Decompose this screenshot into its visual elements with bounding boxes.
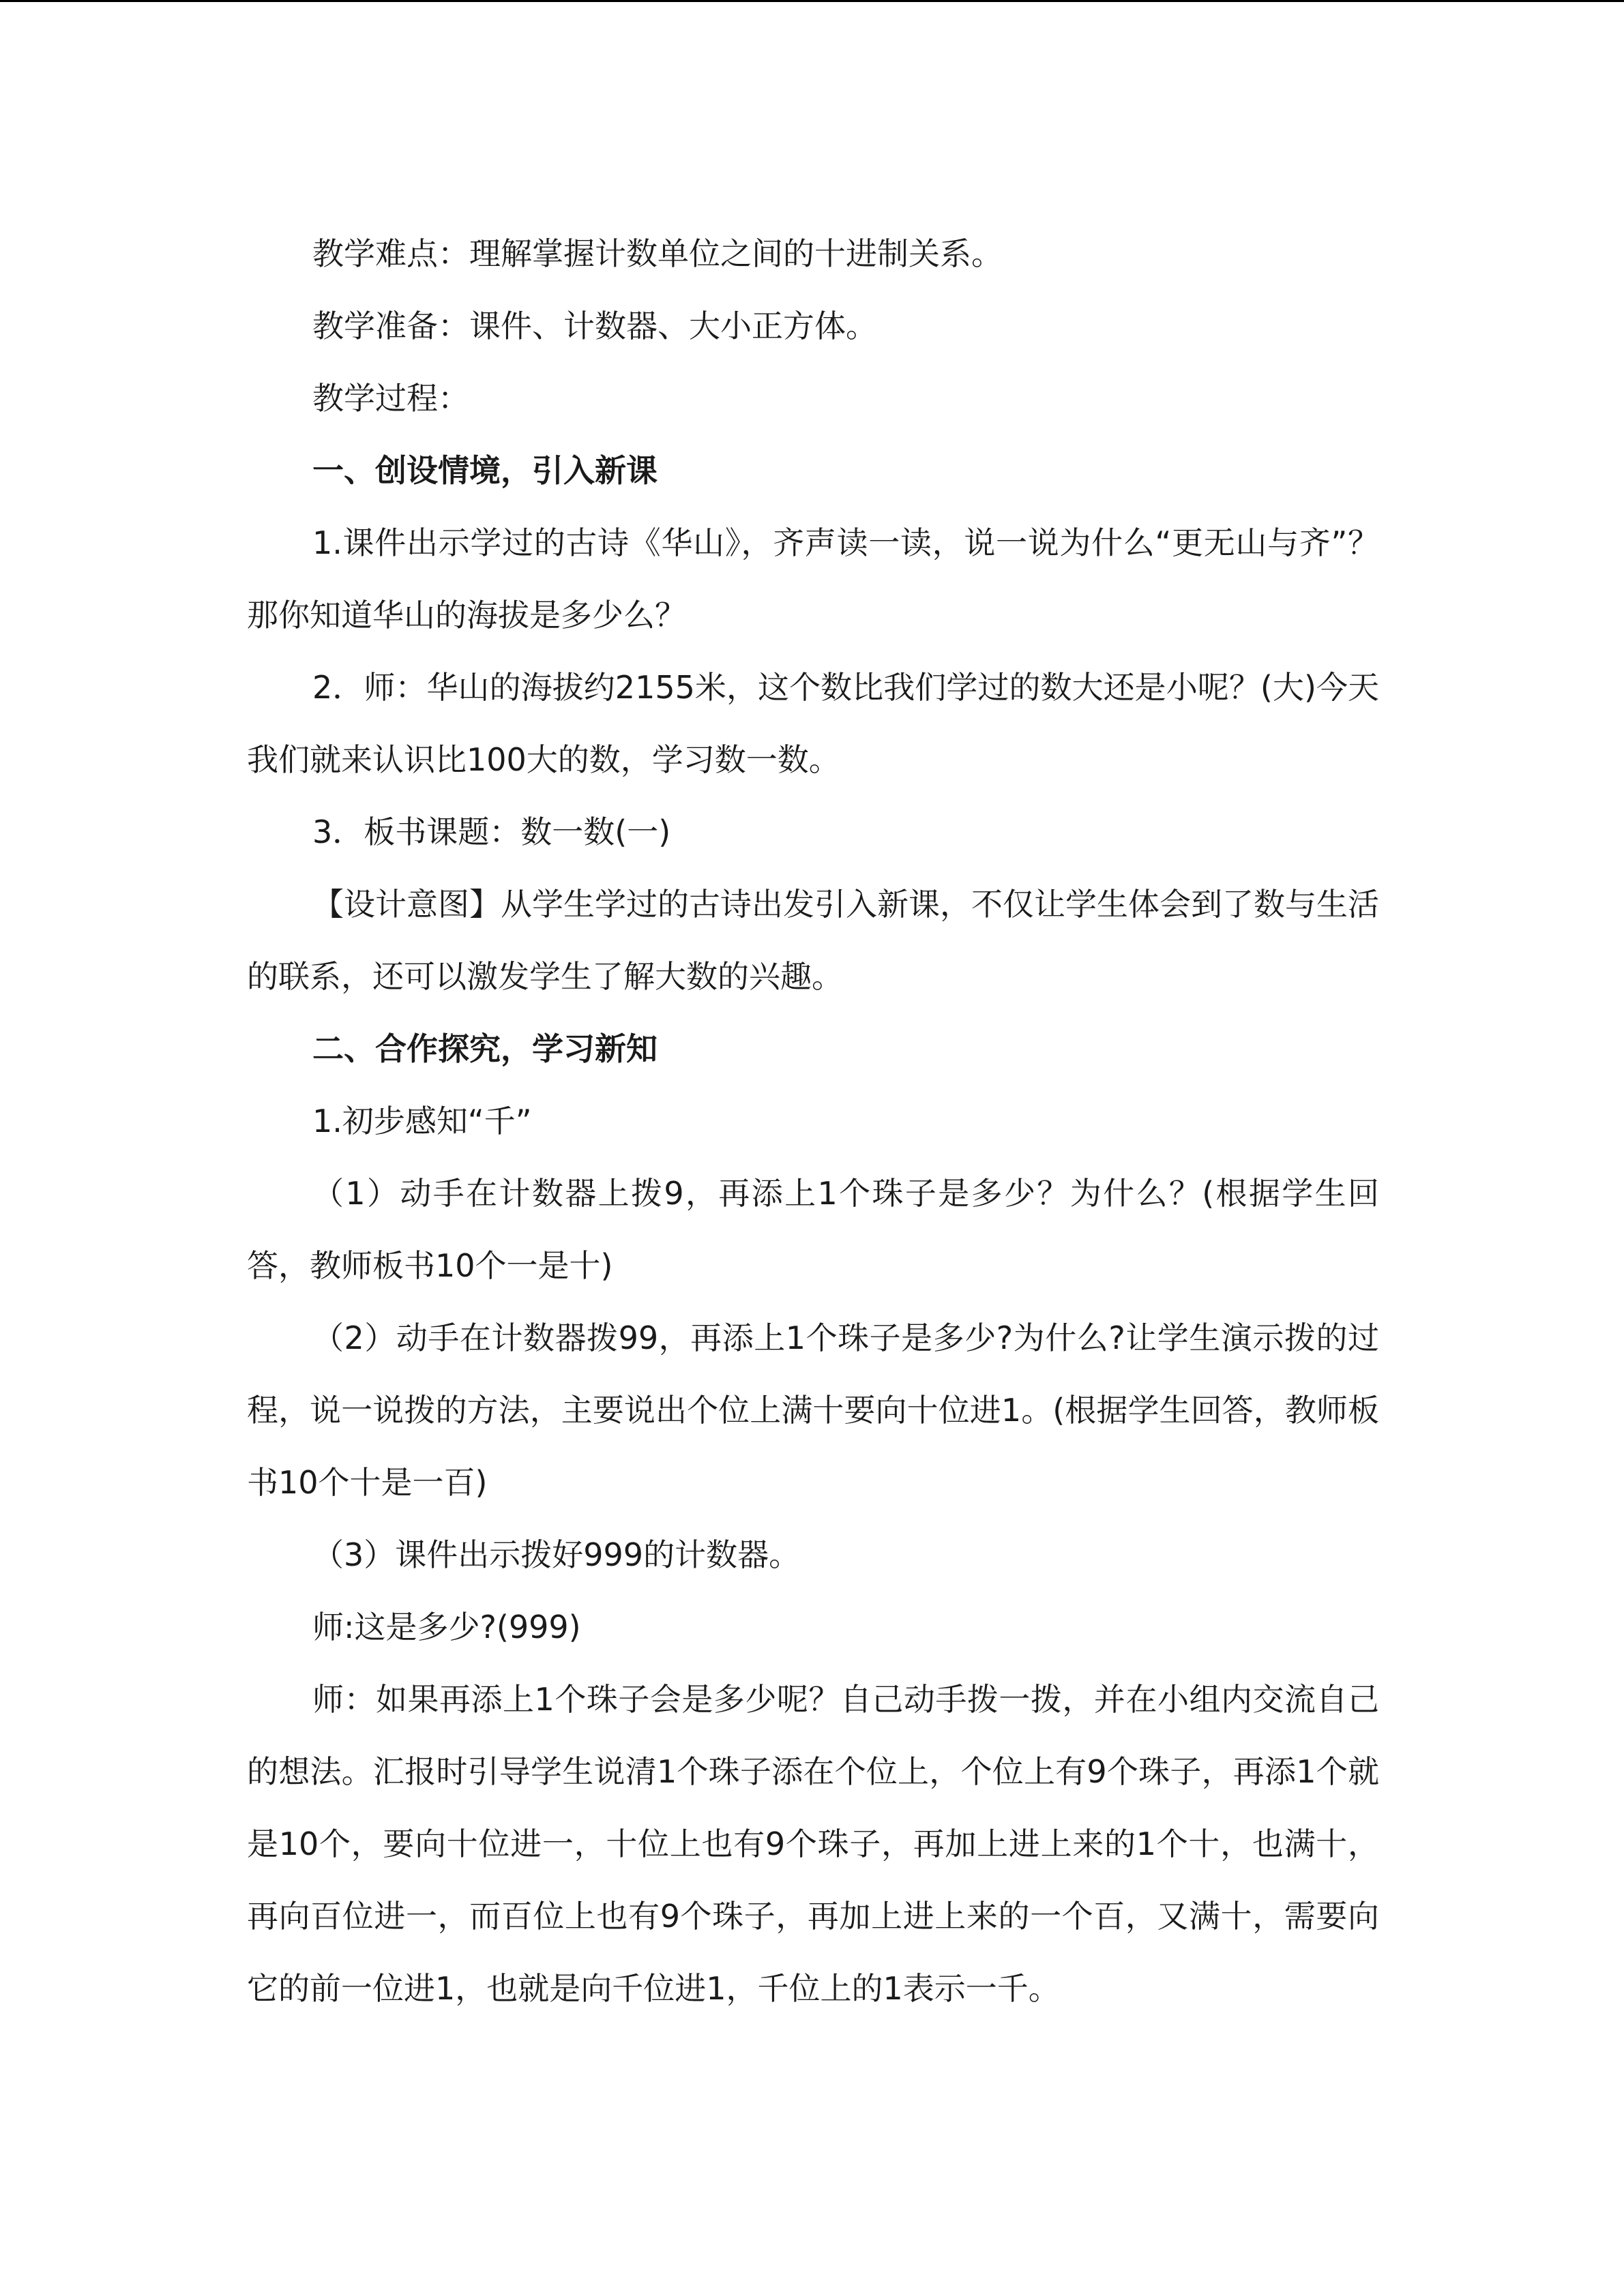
section-heading-1: 一、创设情境，引入新课 [312, 452, 658, 489]
paragraph-teacher-explanation: 师：如果再添上1个珠子会是多少呢？自己动手拨一拨，并在小组内交流自己的想法。汇报时引导学生说清1个珠子添在个位上，个位上有9个珠子，再添1个就是10个，要向十位进一，十位上也有9个珠子，再加上进上来的1个十，也满十，再向百位进一，而百位上也有9个珠子，再加上进上来的一个百，又满十，需要向它的前一位进1，也就是向千位进1，千位上的1表示一千。 [247, 1681, 1379, 2007]
paragraph-step-1: 1.课件出示学过的古诗《华山》，齐声读一读，说一说为什么“更无山与齐”？那你知道华山的海拔是多少么？ [247, 524, 1379, 633]
paragraph-teacher-question: 师:这是多少?(999) [312, 1609, 581, 1645]
document-body [247, 218, 1379, 2025]
paragraph-design-intent: 【设计意图】从学生学过的古诗出发引入新课，不仅让学生体会到了数与生活的联系，还可以激发学生了解大数的兴趣。 [247, 886, 1379, 995]
paragraph-perceive-thousand: 1.初步感知“千” [312, 1103, 532, 1139]
paragraph-step-2: 2．师：华山的海拔约2155米，这个数比我们学过的数大还是小呢？(大)今天我们就来认识比100大的数，学习数一数。 [247, 669, 1379, 778]
section-heading-2: 二、合作探究，学习新知 [312, 1030, 658, 1067]
paragraph-teaching-preparation: 教学准备：课件、计数器、大小正方体。 [312, 308, 877, 344]
paragraph-teaching-difficulty: 教学难点：理解掌握计数单位之间的十进制关系。 [312, 235, 1003, 272]
paragraph-step-3: 3．板书课题：数一数(一) [312, 814, 671, 850]
paragraph-substep-3: （3）课件出示拨好999的计数器。 [312, 1536, 801, 1573]
paragraph-substep-1: （1）动手在计数器上拨9，再添上1个珠子是多少？为什么？(根据学生回答，教师板书10个一是十) [247, 1175, 1379, 1284]
paragraph-teaching-process: 教学过程： [312, 380, 469, 417]
paragraph-substep-2: （2）动手在计数器拨99，再添上1个珠子是多少?为什么?让学生演示拨的过程，说一说拨的方法，主要说出个位上满十要向十位进1。(根据学生回答，教师板书10个十是一百) [247, 1320, 1379, 1501]
